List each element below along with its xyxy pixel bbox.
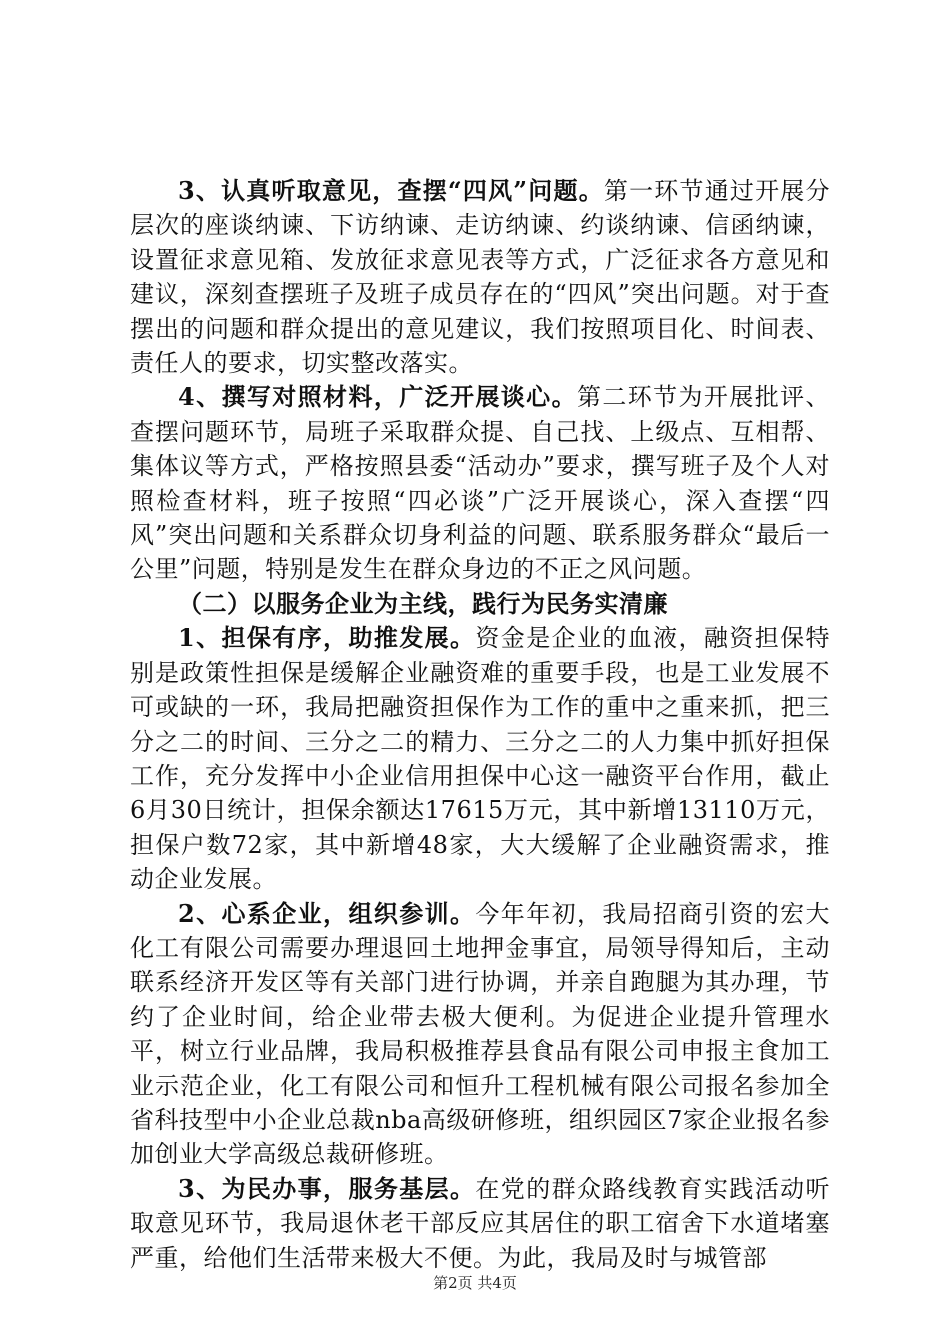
- section-paragraph-2-body: 今年年初，我局招商引资的宏大化工有限公司需要办理退回土地押金事宜，局领导得知后，主动联系经济开发区等有关部门进行协调，并亲自跑腿为其办理，节约了企业时间，给企业带去极大便利。为促进企业提升管理水平，树立行业品牌，我局积极推荐县食品有限公司申报主食加工业示范企业，化工有限公司和恒升工程机械有限公司报名参加全省科技型中小企业总裁nba高级研修班，组织园区7家企业报名参加创业大学高级总裁研修班。: [130, 899, 830, 1169]
- section-paragraph-3-lead: 3、为民办事，服务基层。: [178, 1173, 476, 1203]
- page-indicator: 第2页 共4页: [433, 1274, 517, 1292]
- section-paragraph-1-lead: 1、担保有序，助推发展。: [178, 623, 476, 653]
- paragraph-2-lead: 4、撰写对照材料，广泛开展谈心。: [178, 382, 577, 412]
- section-paragraph-2-lead: 2、心系企业，组织参训。: [178, 898, 476, 928]
- section-paragraph-1-body: 资金是企业的血液，融资担保特别是政策性担保是缓解企业融资难的重要手段，也是工业发展不可或缺的一环，我局把融资担保作为工作的重中之重来抓，把三分之二的时间、三分之二的精力、三分之二的人力集中抓好担保工作，充分发挥中小企业信用担保中心这一融资平台作用，截止6月30日统计，担保余额达17615万元，其中新增13110万元，担保户数72家，其中新增48家，大大缓解了企业融资需求，推动企业发展。: [130, 624, 830, 894]
- page-footer: [0, 1272, 950, 1293]
- section-paragraph-3-body: 在党的群众路线教育实践活动听取意见环节，我局退休老干部反应其居住的职工宿舍下水道堵塞严重，给他们生活带来极大不便。为此，我局及时与城管部: [130, 1174, 830, 1272]
- section-paragraph-2: [130, 897, 830, 1172]
- document-body: [130, 174, 830, 1275]
- paragraph-1: [130, 174, 830, 380]
- paragraph-2: [130, 380, 830, 586]
- section-paragraph-3: [130, 1172, 830, 1275]
- paragraph-1-lead: 3、认真听取意见，查摆“四风”问题。: [178, 176, 604, 205]
- paragraph-1-body: 第一环节通过开展分层次的座谈纳谏、下访纳谏、走访纳谏、约谈纳谏、信函纳谏，设置征求意见箱、发放征求意见表等方式，广泛征求各方意见和建议，深刻查摆班子及班子成员存在的“四风”突出问题。对于查摆出的问题和群众提出的意见建议，我们按照项目化、时间表、责任人的要求，切实整改落实。: [130, 177, 831, 378]
- section-paragraph-1: [130, 621, 830, 896]
- paragraph-2-body: 第二环节为开展批评、查摆问题环节，局班子采取群众提、自己找、上级点、互相帮、集体议等方式，严格按照县委“活动办”要求，撰写班子及个人对照检查材料，班子按照“四必谈”广泛开展谈心，深入查摆“四风”突出问题和关系群众切身利益的问题、联系服务群众“最后一公里”问题，特别是发生在群众身边的不正之风问题。: [130, 383, 830, 584]
- section-heading: （二）以服务企业为主线，践行为民务实清廉: [178, 588, 668, 618]
